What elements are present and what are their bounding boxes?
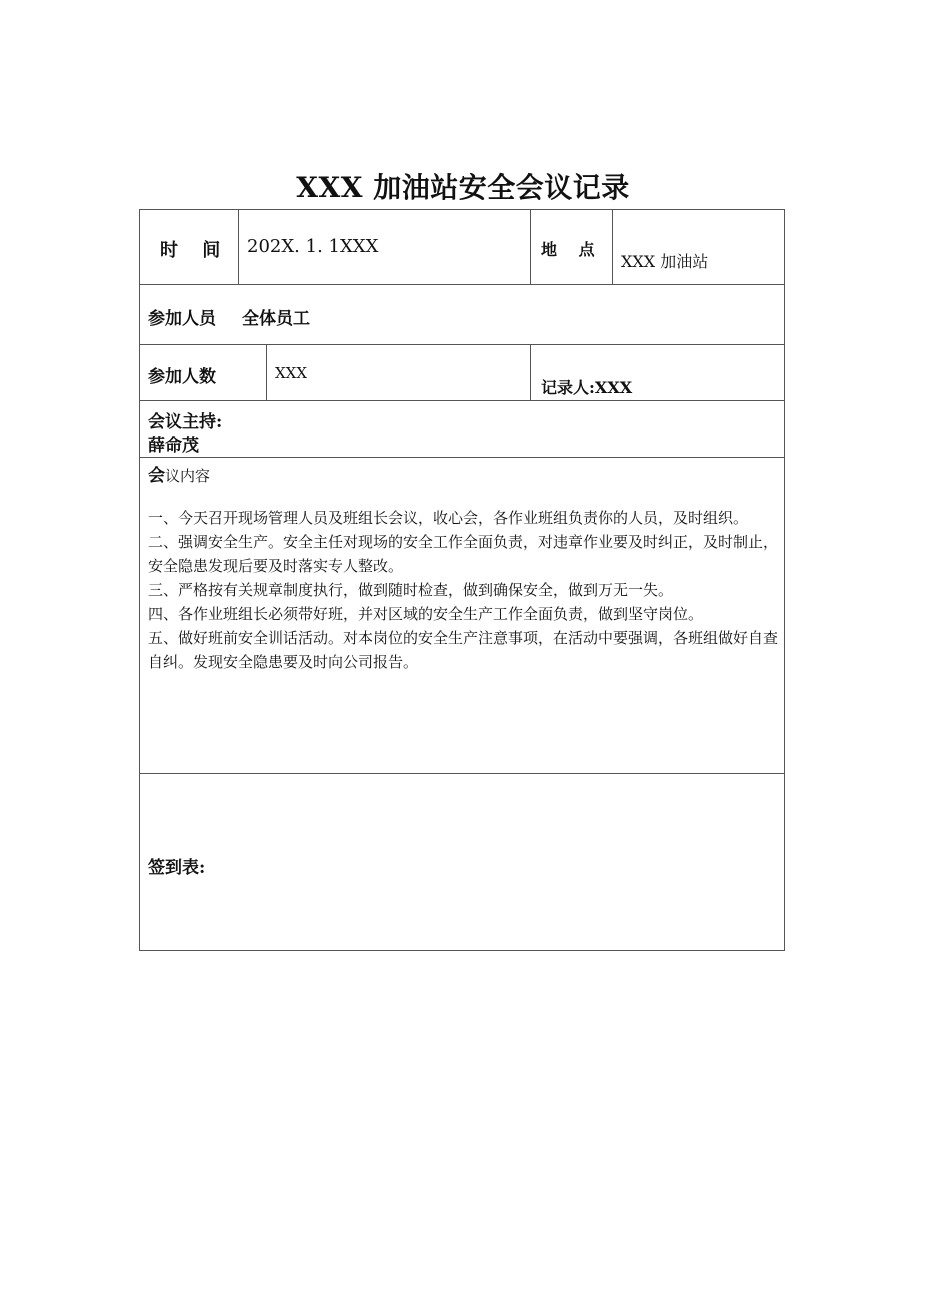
content-heading — [148, 461, 210, 486]
host-value: 薛命茂 — [148, 436, 199, 456]
participants-value: 全体员工 — [242, 309, 310, 329]
signin-label: 签到表: — [148, 858, 206, 878]
row-divider — [139, 344, 785, 345]
cell-divider — [238, 209, 239, 285]
page-title: XXX 加油站安全会议记录 — [296, 171, 630, 204]
content-body — [148, 506, 778, 674]
count-value: XXX — [275, 364, 308, 382]
cell-divider — [530, 344, 531, 401]
host-label: 会议主持: — [148, 412, 223, 432]
recorder: 记录人:XXX — [541, 378, 633, 397]
place-label: 地 点 — [541, 240, 595, 259]
cell-divider — [266, 344, 267, 401]
cell-divider — [530, 209, 531, 285]
cell-divider — [612, 209, 613, 285]
content-paragraph: 一、今天召开现场管理人员及班组长会议，收心会，各作业班组负责你的人员，及时组织。 — [148, 509, 749, 527]
time-label: 时 间 — [160, 240, 221, 261]
row-divider — [139, 773, 785, 774]
content-heading-rest: 议内容 — [165, 467, 211, 485]
place-value: XXX 加油站 — [621, 252, 709, 271]
participants-label: 参加人员 — [148, 309, 216, 329]
content-heading-first: 会 — [148, 466, 165, 486]
row-divider — [139, 457, 785, 458]
content-paragraph: 二、强调安全生产。安全主任对现场的安全工作全面负责，对违章作业要及时纠正，及时制止，安全隐患发现后要及时落实专人整改。 — [148, 533, 779, 575]
content-paragraph: 五、做好班前安全训话活动。对本岗位的安全生产注意事项，在活动中要强调，各班组做好自查自纠。发现安全隐患要及时向公司报告。 — [148, 629, 779, 671]
row-divider — [139, 400, 785, 401]
row-divider — [139, 284, 785, 285]
count-label: 参加人数 — [148, 367, 216, 387]
content-paragraph: 三、严格按有关规章制度执行，做到随时检查，做到确保安全，做到万无一失。 — [148, 581, 674, 599]
content-paragraph: 四、各作业班组长必须带好班，并对区域的安全生产工作全面负责，做到坚守岗位。 — [148, 605, 704, 623]
time-value: 202X. 1. 1XXX — [247, 236, 379, 257]
